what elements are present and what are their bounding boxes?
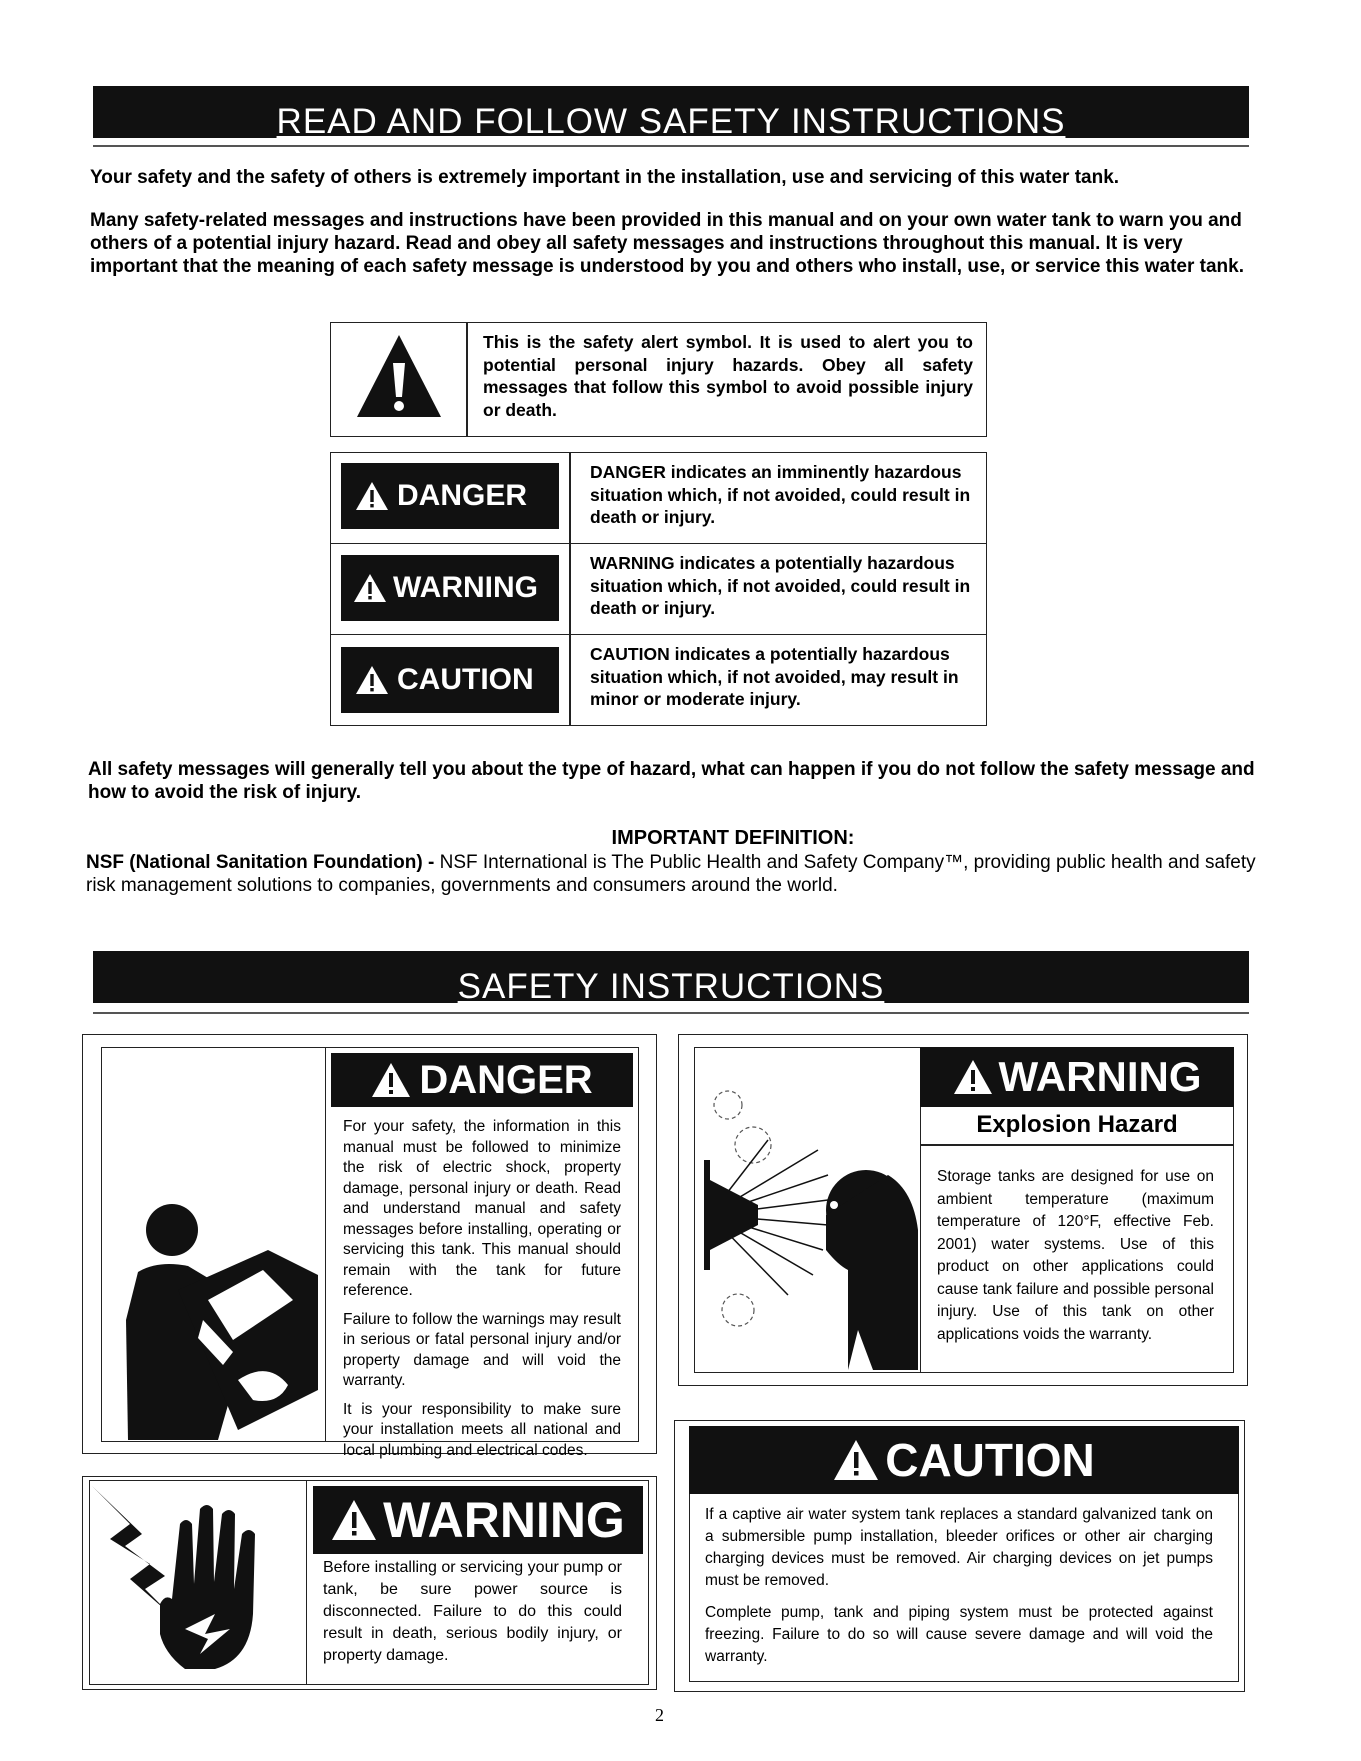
warning-definition-row: [330, 543, 987, 635]
definition-divider: [569, 544, 571, 634]
explosion-warning-label: WARNING: [920, 1047, 1234, 1107]
explosion-icon: [698, 1080, 918, 1375]
warning-triangle-icon: [355, 665, 389, 695]
danger-text-2: Failure to follow the warnings may result in serious or fatal personal injury and/or property damage and will void the warranty.: [343, 1310, 621, 1389]
definition-text: NSF International is The Public Health and Safety Company™, providing public health and safety risk management solutions to companies, governments and consumers around the world.: [86, 852, 1256, 896]
header-title: READ AND FOLLOW SAFETY INSTRUCTIONS: [276, 102, 1066, 138]
danger-sign-label: DANGER: [331, 1053, 633, 1107]
warning-triangle-icon: [331, 1499, 377, 1541]
shock-text: Before installing or servicing your pump or tank, be sure power source is disconnected. Failure to do this could result in death, serious bodily injury, or property damage.: [323, 1559, 622, 1664]
warning-label: WARNING: [341, 555, 559, 621]
shock-warning-label: WARNING: [313, 1486, 643, 1554]
definition-paragraph: [86, 851, 1271, 897]
section-banner: [93, 951, 1249, 1003]
danger-definition-row: [330, 452, 987, 544]
section-rule: [93, 1012, 1249, 1014]
page-number: 2: [655, 1705, 664, 1725]
alert-box-divider: [466, 323, 468, 436]
header-rule: [93, 145, 1249, 147]
explosion-subtitle-rule: [920, 1144, 1234, 1146]
definition-term: NSF (National Sanitation Foundation) -: [86, 852, 435, 873]
caution-definition-row: [330, 634, 987, 726]
intro-paragraph-2: Many safety-related messages and instructions have been provided in this manual and on your own water tank to warn you and others of a potential injury hazard. Read and obey all safety messages and instructions throughout this manual. It is very important that the meaning of each safety message is understood by you and others who install, use, or service this water tank.: [90, 210, 1244, 277]
warning-triangle-icon: [833, 1439, 879, 1481]
intro-paragraph-1: Your safety and the safety of others is extremely important in the installation, use and servicing of this water tank.: [90, 167, 1120, 188]
warning-triangle-icon: [353, 573, 387, 603]
all-messages-paragraph: All safety messages will generally tell you about the type of hazard, what can happen if you do not follow the safety message and how to avoid the risk of injury.: [88, 759, 1255, 803]
caution-definition-text: CAUTION indicates a potentially hazardous situation which, if not avoided, may result in minor or moderate injury.: [590, 644, 959, 709]
electric-shock-icon: [90, 1484, 280, 1679]
definition-divider: [569, 635, 571, 725]
section-title: SAFETY INSTRUCTIONS: [457, 967, 885, 1003]
danger-panel-text: [343, 1117, 621, 1461]
header-banner: [93, 86, 1249, 138]
reading-manual-icon: [118, 1180, 318, 1445]
danger-text-1: For your safety, the information in this manual must be followed to minimize the risk of electric shock, property damage, personal injury or death. Read and understand manual and safety messages before installing, operating or servicing this tank. This manual should remain with the tank for future reference.: [343, 1118, 621, 1299]
definition-heading: IMPORTANT DEFINITION:: [611, 827, 855, 849]
danger-text-3: It is your responsibility to make sure your installation meets all national and local plumbing and electrical codes.: [343, 1400, 621, 1459]
definition-divider: [569, 453, 571, 543]
alert-symbol-text: This is the safety alert symbol. It is used to alert you to potential personal injury hazards. Obey all safety messages that follow this symbol to avoid possible injury or death.: [483, 332, 973, 420]
explosion-text: Storage tanks are designed for use on ambient temperature (maximum temperature of 120°F, effective Feb. 2001) water systems. Use of this product on other applications could cause tank failure and possible personal injury. Use of this tank on other applications voids the warranty.: [937, 1168, 1214, 1343]
warning-triangle-icon: [953, 1059, 993, 1095]
caution-text-1: If a captive air water system tank replaces a standard galvanized tank on a submersible pump installation, bleeder orifices or other air charging charging devices must be removed. Air charging devices on jet pumps must be removed.: [705, 1506, 1213, 1589]
safety-alert-icon: [355, 333, 443, 424]
warning-triangle-icon: [355, 481, 389, 511]
alert-symbol-box: [330, 322, 987, 437]
danger-label: DANGER: [341, 463, 559, 529]
explosion-subtitle: Explosion Hazard: [976, 1111, 1178, 1138]
caution-text: [705, 1504, 1213, 1668]
danger-definition-text: DANGER indicates an imminently hazardous situation which, if not avoided, could result in death or injury.: [590, 462, 971, 527]
warning-triangle-icon: [371, 1062, 411, 1098]
warning-definition-text: WARNING indicates a potentially hazardous situation which, if not avoided, could result in death or injury.: [590, 553, 971, 618]
caution-sign-label: CAUTION: [689, 1426, 1239, 1494]
caution-text-2: Complete pump, tank and piping system must be protected against freezing. Failure to do so will cause severe damage and will void the warranty.: [705, 1604, 1213, 1665]
caution-label: CAUTION: [341, 647, 559, 713]
